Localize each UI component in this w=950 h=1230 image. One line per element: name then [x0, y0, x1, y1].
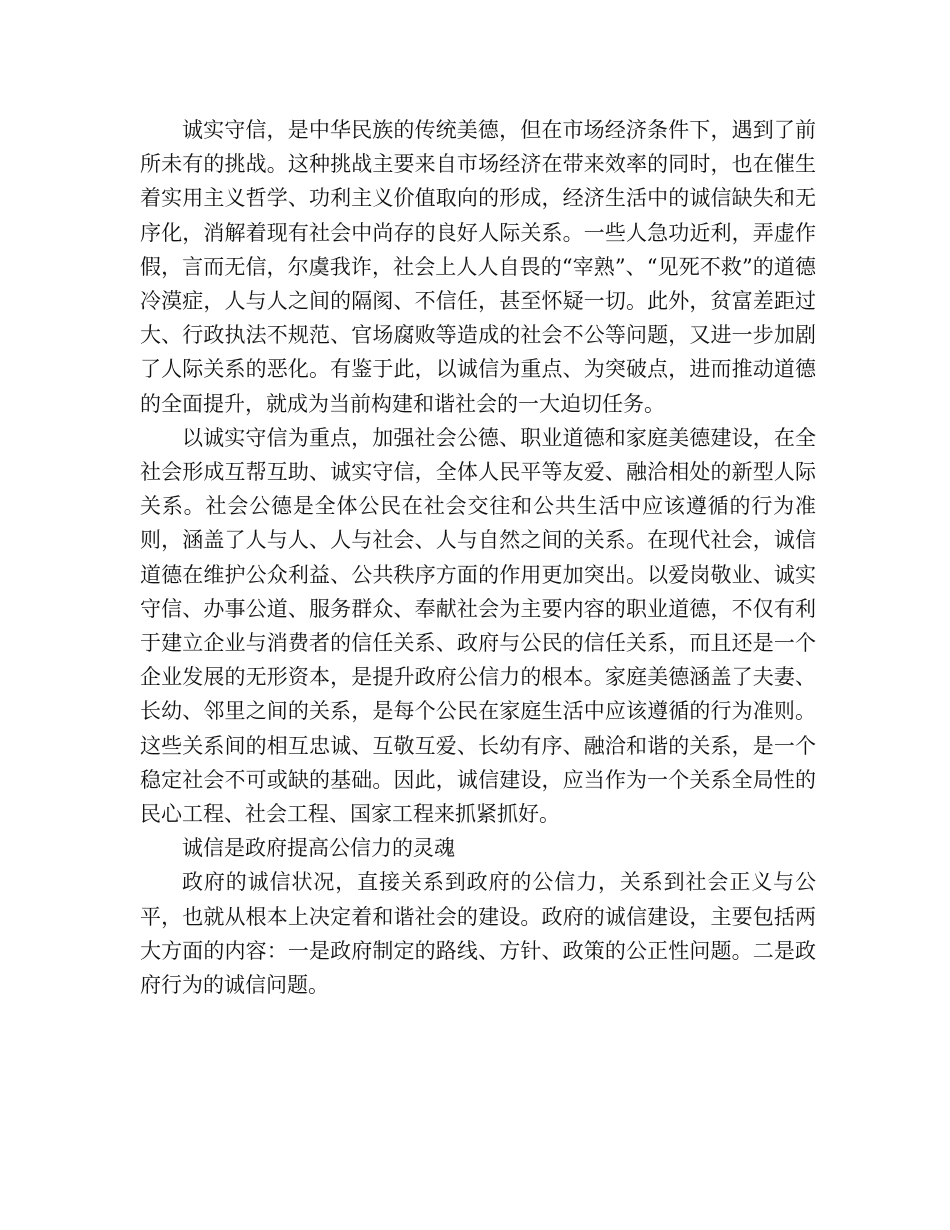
paragraph-1: 诚实守信，是中华民族的传统美德，但在市场经济条件下，遇到了前所未有的挑战。这种挑战主要来自市场经济在带来效率的同时，也在催生着实用主义哲学、功利主义价值取向的形成，经济生活中的诚信缺失和无序化，消解着现有社会中尚存的良好人际关系。一些人急功近利，弄虚作假，言而无信，尔虞我诈，社会上人人自畏的“宰熟”、“见死不救”的道德冷漠症，人与人之间的隔阂、不信任，甚至怀疑一切。此外，贫富差距过大、行政执法不规范、官场腐败等造成的社会不公等问题，又进一步加剧了人际关系的恶化。有鉴于此，以诚信为重点、为突破点，进而推动道德的全面提升，就成为当前构建和谐社会的一大迫切任务。 — [140, 118, 816, 416]
paragraph-3: 政府的诚信状况，直接关系到政府的公信力，关系到社会正义与公平，也就从根本上决定着和谐社会的建设。政府的诚信建设，主要包括两大方面的内容：一是政府制定的路线、方针、政策的公正性问题。二是政府行为的诚信问题。 — [140, 870, 816, 998]
document-body — [140, 113, 816, 1002]
paragraph-2: 以诚实守信为重点，加强社会公德、职业道德和家庭美德建设，在全社会形成互帮互助、诚实守信，全体人民平等友爱、融洽相处的新型人际关系。社会公德是全体公民在社会交往和公共生活中应该遵循的行为准则，涵盖了人与人、人与社会、人与自然之间的关系。在现代社会，诚信道德在维护公众利益、公共秩序方面的作用更加突出。以爱岗敬业、诚实守信、办事公道、服务群众、奉献社会为主要内容的职业道德，不仅有利于建立企业与消费者的信任关系、政府与公民的信任关系，而且还是一个企业发展的无形资本，是提升政府公信力的根本。家庭美德涵盖了夫妻、长幼、邻里之间的关系，是每个公民在家庭生活中应该遵循的行为准则。这些关系间的相互忠诚、互敬互爱、长幼有序、融洽和谐的关系，是一个稳定社会不可或缺的基础。因此，诚信建设，应当作为一个关系全局性的民心工程、社会工程、国家工程来抓紧抓好。 — [140, 425, 816, 827]
section-heading: 诚信是政府提高公信力的灵魂 — [182, 836, 455, 861]
